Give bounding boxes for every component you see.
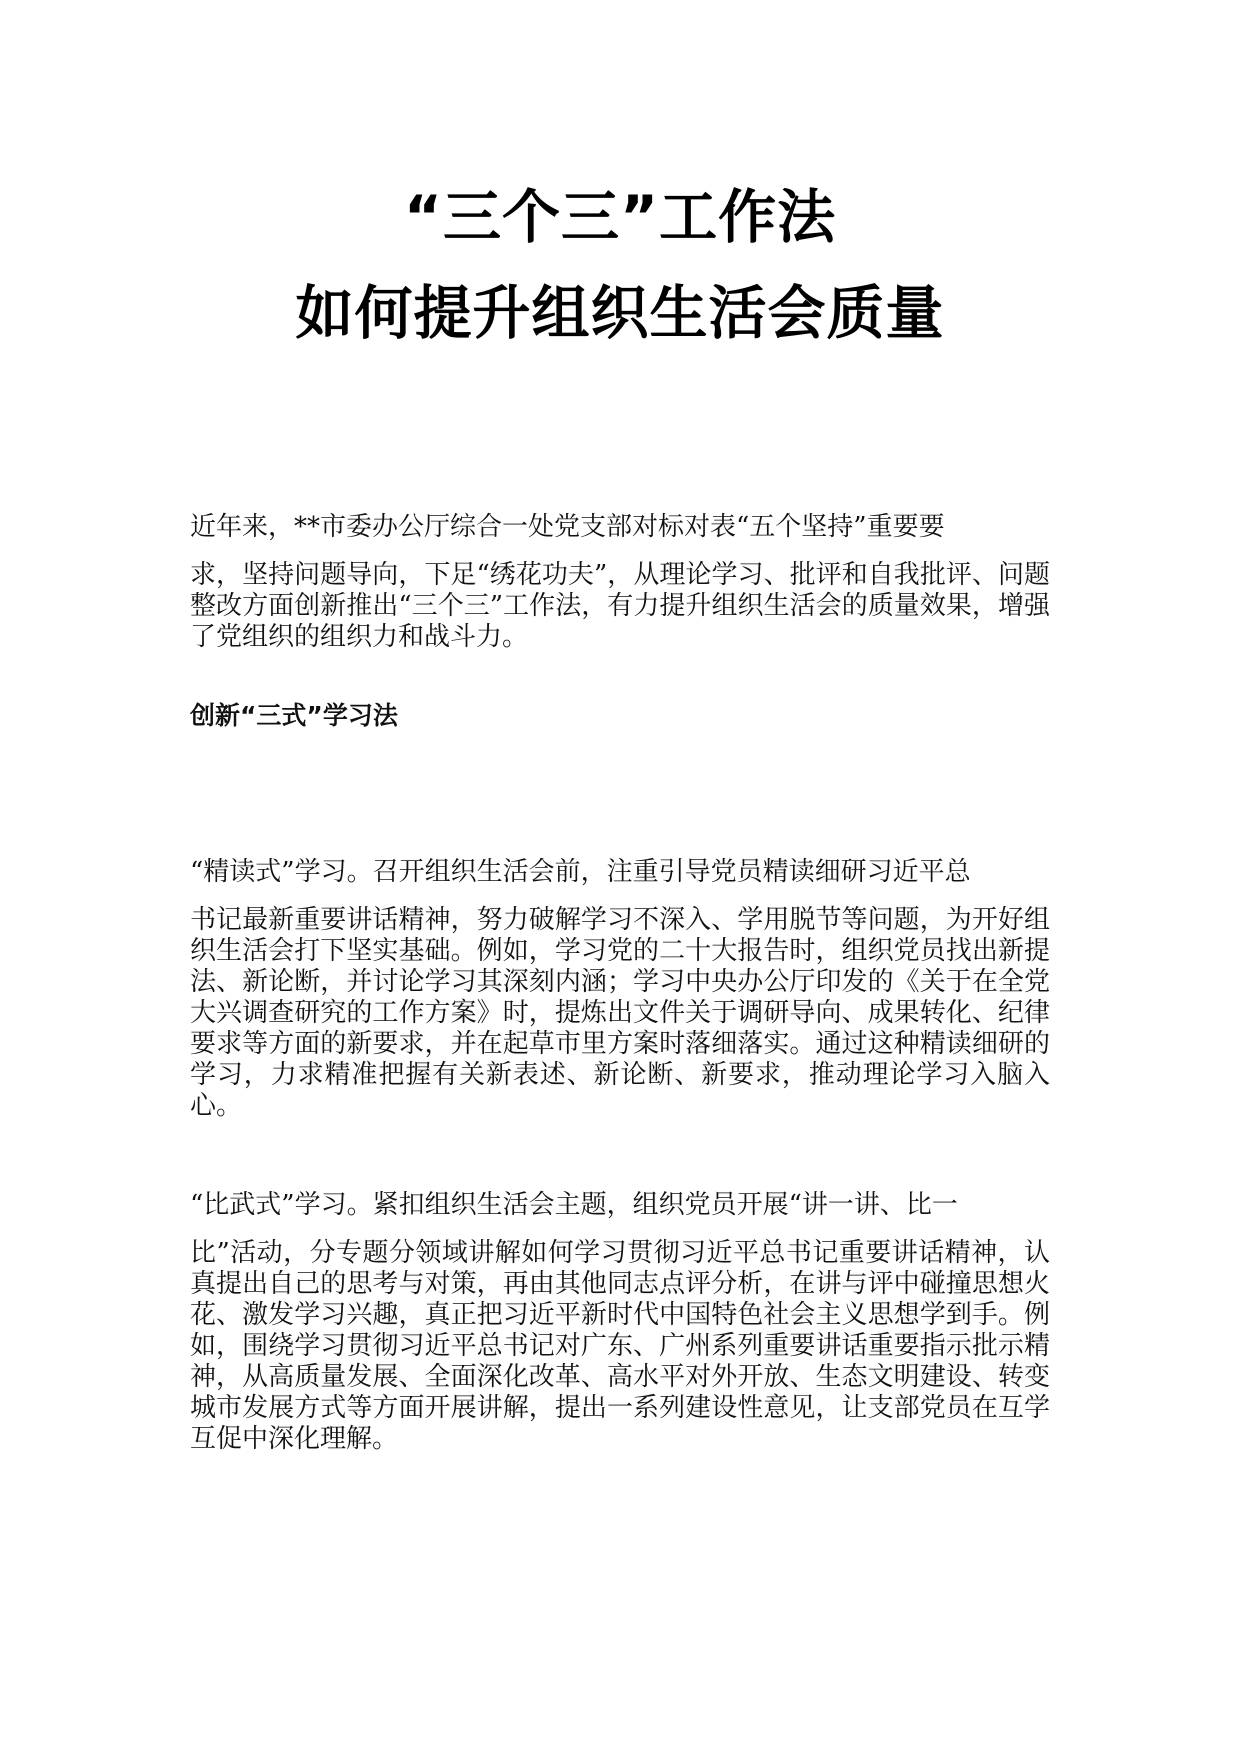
jingdu-study-paragraph bbox=[190, 857, 1050, 1122]
jingdu-study-paragraph-first-line: “精读式”学习。召开组织生活会前，注重引导党员精读细研习近平总 bbox=[190, 857, 971, 887]
biwu-study-paragraph-first-line: “比武式”学习。紧扣组织生活会主题，组织党员开展“讲一讲、比一 bbox=[190, 1190, 958, 1220]
intro-paragraph bbox=[190, 512, 1050, 653]
jingdu-study-paragraph-body: 书记最新重要讲话精神，努力破解学习不深入、学用脱节等问题，为开好组织生活会打下坚实基础。例如，学习党的二十大报告时，组织党员找出新提法、新论断，并讨论学习其深刻内涵；学习中央办公厅印发的《关于在全党大兴调查研究的工作方案》时，提炼出文件关于调研导向、成果转化、纪律要求等方面的新要求，并在起草市里方案时落细落实。通过这种精读细研的学习，力求精准把握有关新表述、新论断、新要求，推动理论学习入脑入心。 bbox=[190, 905, 1050, 1121]
biwu-study-paragraph-body: 比”活动，分专题分领域讲解如何学习贯彻习近平总书记重要讲话精神，认真提出自己的思考与对策，再由其他同志点评分析，在讲与评中碰撞思想火花、激发学习兴趣，真正把习近平新时代中国特色社会主义思想学到手。例如，围绕学习贯彻习近平总书记对广东、广州系列重要讲话重要指示批示精神，从高质量发展、全面深化改革、高水平对外开放、生态文明建设、转变城市发展方式等方面开展讲解，提出一系列建设性意见，让支部党员在互学互促中深化理解。 bbox=[190, 1238, 1050, 1454]
intro-paragraph-body: 求，坚持问题导向，下足“绣花功夫”，从理论学习、批评和自我批评、问题整改方面创新推出“三个三”工作法，有力提升组织生活会的质量效果，增强了党组织的组织力和战斗力。 bbox=[190, 560, 1050, 652]
intro-paragraph-first-line: 近年来，**市委办公厅综合一处党支部对标对表“五个坚持”重要要 bbox=[190, 512, 945, 542]
document-title-line-2: 如何提升组织生活会质量 bbox=[295, 279, 945, 347]
section-heading: 创新“三式”学习法 bbox=[190, 701, 398, 730]
document-title-line-1: “三个三”工作法 bbox=[403, 183, 837, 251]
biwu-study-paragraph bbox=[190, 1190, 1050, 1455]
